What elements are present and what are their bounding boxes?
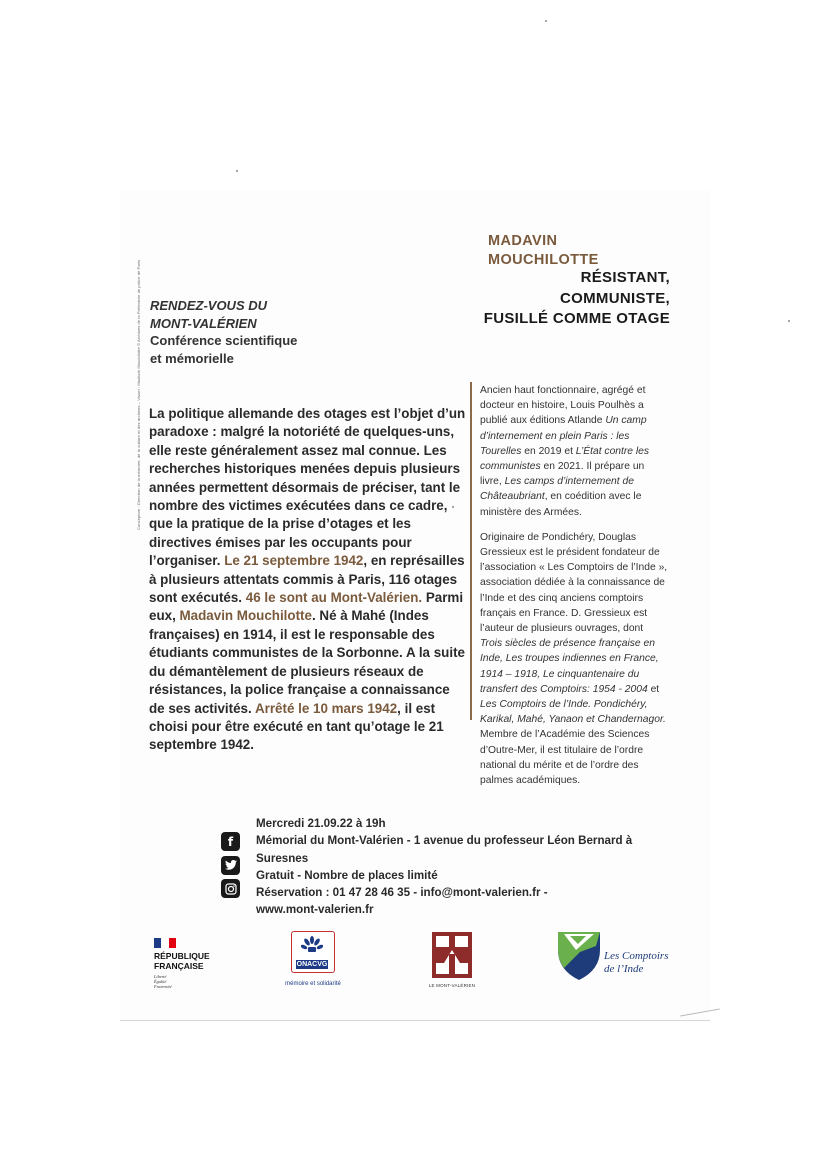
main-article [149,405,467,755]
social-links [221,832,241,903]
twitter-bird-glyph [225,860,237,870]
event-price: Gratuit - Nombre de places limité [256,868,438,882]
practical-info [256,815,676,919]
rf-name: RÉPUBLIQUE [154,951,210,961]
event-type-line: Conférence scientifique [150,333,298,348]
twitter-icon[interactable] [221,856,240,875]
instagram-icon[interactable] [221,879,240,898]
comptoirs-name-line: de l’Inde [604,963,644,975]
event-type-line: MONT-VALÉRIEN [150,315,257,331]
article-highlight: 46 le sont au Mont-Valérien. [245,590,423,606]
event-type [150,297,297,367]
vertical-credit: Conception : Direction de la mémoire, de la culture et des archives – Visuel : Madavin Mouchilotte © Archives de la Préfecture de police de Paris [136,259,141,530]
name-line: MOUCHILOTTE [488,252,599,268]
article-highlight: Arrêté le 10 mars 1942 [254,700,398,716]
event-place: Suresnes [256,851,309,865]
bio-text: Ancien haut fonctionnaire, agrégé et docteur en histoire, Louis Poulhès a publié aux éditions Atlande [480,385,646,427]
facebook-icon[interactable]: f [221,832,240,851]
onacvg-emblem [291,931,335,973]
bio-title: Les Comptoirs de l’Inde. Pondichéry, Karikal, Mahé, Yanaon et Chandernagor. [480,699,666,726]
event-type-line: et mémorielle [150,350,234,366]
onacvg-name: ONACVG [296,961,328,968]
mont-valerien-logo [420,930,484,988]
event-booking[interactable]: Réservation : 01 47 28 46 35 - info@mont-valerien.fr - [256,886,548,900]
comptoirs-name [604,950,669,976]
comptoirs-shield-icon [556,930,602,982]
article-text: . Né à Mahé (Indes françaises) en 1914, il est le responsable des étudiants communistes de la Sorbonne. A la suite du démantèlement de plusieurs réseaux de résistances, la police française a connaissance de ses activités. [149,608,465,716]
subtitle-line: COMMUNISTE, [560,289,670,307]
sidebar-rule [470,382,472,720]
french-flag-icon [154,938,176,948]
scan-speck [236,170,238,172]
bio-text: Membre de l’Académie des Sciences d’Outre-Mer, il est titulaire de l’ordre national du mérite et de l’ordre des palmes académiques. [480,729,650,787]
mont-valerien-caption: LE MONT-VALÉRIEN [428,983,476,988]
name-line: MADAVIN [488,233,558,249]
scan-speck [788,320,790,322]
bio-title: Les camps d’internement de Châteaubriant [480,476,634,503]
bio-text: et [647,683,660,695]
article-text: , il est choisi pour être exécuté en tant qu’otage le 21 septembre 1942. [149,700,444,753]
event-date: Mercredi 21.09.22 à 19h [256,817,386,830]
scan-speck [545,20,547,22]
onacvg-caption: mémoire et solidarité [285,981,341,987]
mont-valerien-emblem [428,930,476,980]
person-name [488,232,599,270]
subtitle-line: RÉSISTANT, [580,269,670,286]
subtitle-line: FUSILLÉ COMME OTAGE [483,310,670,327]
event-type-line: RENDEZ-VOUS DU [150,298,268,313]
rf-motto: Fraternité [154,984,172,989]
speaker-bios [480,383,668,798]
rf-motto: Liberté [154,974,167,979]
article-highlight: Le 21 septembre 1942 [224,553,364,569]
event-website-link[interactable]: www.mont-valerien.fr [256,903,374,917]
bio-text: , en coédition avec le ministère des Armées. [480,491,642,518]
bio-title: L’État contre les communistes [480,445,650,473]
rf-motto: Égalité [154,979,167,984]
article-text: La politique allemande des otages est l’objet d’un paradoxe : malgré la notoriété de quelques-uns, elle reste généralement assez mal connue. Les recherches historiques menées depuis plusieurs années permettent désormais de préciser, tant le nombre des victimes exécutées dans ce cadre, que la pratique de la prise d’otages et les directives émises par les occupants pour l’organiser. [149,406,466,569]
bio-text: en 2021. Il prépare un livre, [480,461,645,488]
bio-title: Trois siècles de présence française en Inde, Les troupes indiennes en France, 1914 – 1918, Le cinquantenaire du transfert des Comptoirs: 1954 - 2004 [480,638,659,695]
mont-valerien-mark [428,930,476,980]
article-highlight: Madavin Mouchilotte [179,608,312,624]
rf-name: FRANÇAISE [154,960,204,971]
bio-gressieux [480,530,668,788]
instagram-camera-glyph [225,883,237,895]
onacvg-logo [278,931,348,987]
page-subtitle [430,268,670,330]
comptoirs-name-line: Les Comptoirs [604,950,669,962]
bio-text: en 2019 et [521,445,576,457]
bio-text: Originaire de Pondichéry, Douglas Gressieux est le président fondateur de l’association « Les Comptoirs de l’Inde », association dédiée à la connaissance de l’Inde et des cinq anciens comptoirs français en France. D. Gressieux est l’auteur de plusieurs ouvrages, dont [480,531,668,635]
bio-poulhes [480,383,668,520]
comptoirs-inde-logo [556,930,686,987]
cornflower-icon [301,936,323,954]
event-place: Mémorial du Mont-Valérien - 1 avenue du professeur Léon Bernard à [256,834,633,848]
bio-title: Un camp d’internement en plein Paris : les Tourelles [480,415,647,457]
article-text: , en représailles à plusieurs attentats commis à Paris, 116 otages sont exécutés. [149,553,465,606]
republique-francaise-logo [154,938,224,989]
article-text: Parmi eux, [149,590,464,624]
sheet-bottom-edge [120,1020,710,1021]
